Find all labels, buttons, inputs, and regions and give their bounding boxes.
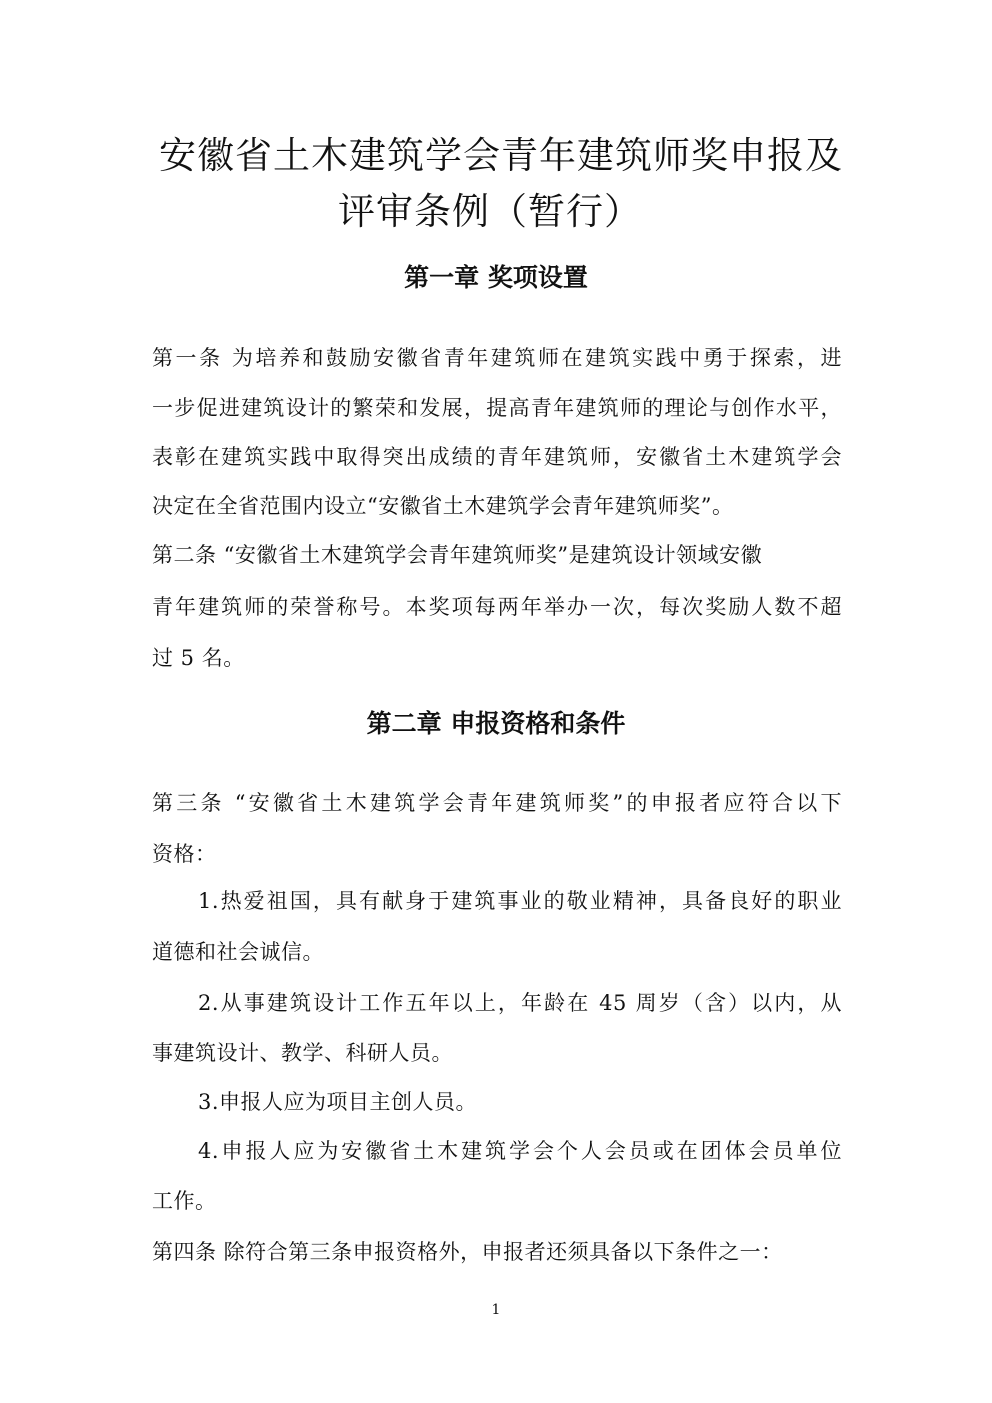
item-4-line-1: 4.申报人应为安徽省土木建筑学会个人会员或在团体会员单位: [198, 1139, 842, 1163]
article-2-line-3: 过 5 名。: [152, 646, 245, 670]
article-4-line-1: 第四条 除符合第三条申报资格外，申报者还须具备以下条件之一：: [152, 1240, 783, 1264]
article-2-line-1: 第二条 “安徽省土木建筑学会青年建筑师奖”是建筑设计领域安徽: [152, 543, 763, 567]
page-number: 1: [491, 1302, 501, 1318]
article-3-line-2: 资格：: [152, 842, 217, 866]
chapter-heading-1: 第一章 奖项设置: [404, 263, 588, 292]
item-2-line-1: 2.从事建筑设计工作五年以上，年龄在 45 周岁（含）以内，从: [198, 991, 842, 1015]
article-1-line-2: 一步促进建筑设计的繁荣和发展，提高青年建筑师的理论与创作水平，: [152, 396, 842, 420]
item-3-line-1: 3.申报人应为项目主创人员。: [198, 1090, 478, 1114]
item-1-line-1: 1.热爱祖国，具有献身于建筑事业的敬业精神，具备良好的职业: [198, 889, 842, 913]
chapter-heading-2: 第二章 申报资格和条件: [366, 709, 626, 738]
item-4-line-2: 工作。: [152, 1189, 217, 1213]
item-2-line-2: 事建筑设计、教学、科研人员。: [152, 1041, 453, 1065]
article-1-line-4: 决定在全省范围内设立“安徽省土木建筑学会青年建筑师奖”。: [152, 494, 734, 518]
article-3-line-1: 第三条 “安徽省土木建筑学会青年建筑师奖”的申报者应符合以下: [152, 791, 842, 815]
item-1-line-2: 道德和社会诚信。: [152, 940, 324, 964]
article-1-line-1: 第一条 为培养和鼓励安徽省青年建筑师在建筑实践中勇于探索，进: [152, 346, 842, 370]
article-1-line-3: 表彰在建筑实践中取得突出成绩的青年建筑师，安徽省土木建筑学会: [152, 445, 842, 469]
article-2-line-2: 青年建筑师的荣誉称号。本奖项每两年举办一次，每次奖励人数不超: [152, 595, 842, 619]
document-title-line-1: 安徽省土木建筑学会青年建筑师奖申报及: [159, 134, 843, 177]
document-title-line-2: 评审条例（暂行）: [338, 190, 642, 233]
